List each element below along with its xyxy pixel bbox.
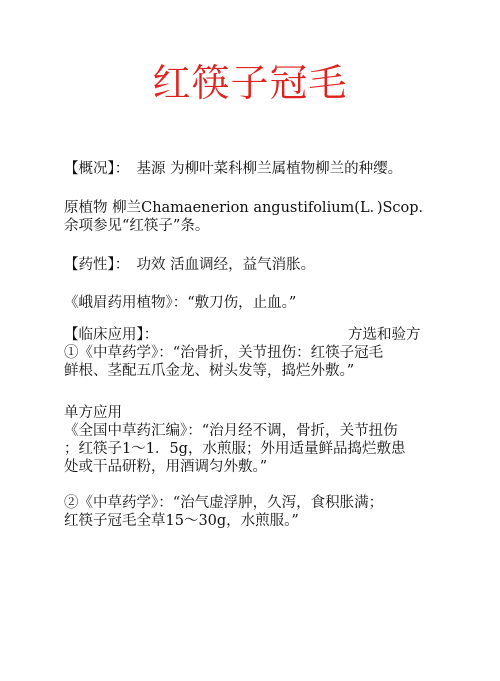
emei-quote: 《峨眉药用植物》：“敷刀伤，止血。”	[64, 295, 297, 311]
single-prescription-line-1: 《全国中草药汇编》：“治月经不调，骨折，关节扭伤	[64, 423, 398, 439]
plant-source-line: 原植物 柳兰Chamaenerion angustifolium(L．)Scop．	[64, 200, 434, 216]
clinical-heading: 【临床应用】：	[64, 327, 159, 343]
cross-reference-line: 余项参见“红筷子”条。	[64, 218, 210, 234]
item-two-line-2: 红筷子冠毛全草15～30g，水煎服。”	[64, 513, 299, 529]
single-prescription-heading: 单方应用	[64, 405, 122, 421]
clinical-line-1: ①《中草药学》：“治骨折，关节扭伤：红筷子冠毛	[64, 345, 384, 361]
property-paragraph: 【药性】： 功效 活血调经，益气消胀。	[64, 257, 316, 273]
single-prescription-line-3: 处或干品研粉，用酒调匀外敷。”	[64, 459, 268, 475]
item-two-line-1: ②《中草药学》：“治气虚浮肿，久泻，食积胀满；	[64, 495, 384, 511]
overview-paragraph: 【概况】： 基源 为柳叶菜科柳兰属植物柳兰的种缨。	[64, 161, 403, 177]
clinical-subheading: 方选和验方	[348, 327, 421, 343]
single-prescription-line-2: ；红筷子1～1．5g，水煎服；外用适量鲜品捣烂敷患	[64, 441, 406, 457]
document-title: 红筷子冠毛	[152, 61, 348, 105]
clinical-line-2: 鲜根、茎配五爪金龙、树头发等，捣烂外敷。”	[64, 363, 355, 379]
